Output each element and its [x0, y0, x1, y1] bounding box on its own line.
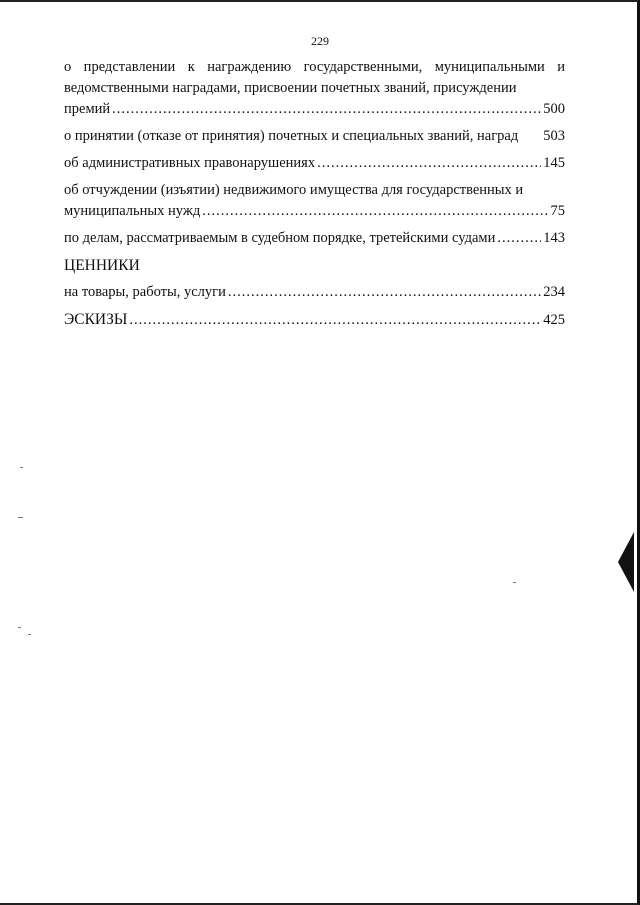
- scan-speck: [18, 627, 21, 628]
- dot-leader: [129, 310, 541, 331]
- index-entry-label: премий: [64, 101, 111, 117]
- dot-leader: [112, 99, 541, 120]
- index-entry-page: 75: [550, 203, 565, 219]
- index-entry: [64, 153, 565, 174]
- index-entry-line: [64, 99, 565, 120]
- section-heading: ЦЕННИКИ: [64, 257, 140, 274]
- index-entry-page: 503: [543, 128, 565, 144]
- index-entry-label: на товары, работы, услуги: [64, 284, 226, 300]
- dot-leader: [317, 153, 541, 174]
- scan-speck: [20, 467, 23, 468]
- index-entry-line: [64, 126, 565, 147]
- index-entry-label: по делам, рассматриваемым в судебном порядке, третейскими судами: [64, 230, 496, 246]
- index-entry-label: муниципальных нужд: [64, 203, 201, 219]
- dot-leader: [202, 201, 548, 222]
- index-entry-label: ЭСКИЗЫ: [64, 311, 128, 328]
- index-entry-line: [64, 153, 565, 174]
- index-entry: [64, 228, 565, 249]
- edge-tab-mark: [618, 532, 634, 592]
- index-entry-label: об административных правонарушениях: [64, 155, 316, 171]
- index-entry: [64, 282, 565, 303]
- index-entry: [64, 126, 565, 147]
- index-entry-page: 500: [543, 101, 565, 117]
- scan-speck: [18, 517, 23, 518]
- index-entry: [64, 180, 565, 222]
- index-entry-line: [64, 201, 565, 222]
- index-entry-label: о принятии (отказе от принятия) почетных и специальных званий, наград: [64, 128, 519, 144]
- scan-speck: [513, 582, 516, 583]
- page-number: 229: [311, 34, 329, 48]
- index-entry-page: 145: [543, 155, 565, 171]
- dot-leader: [497, 228, 541, 249]
- index-entry-text: о представлении к награждению государственными, муниципальными и ведомственными наградами, присвоении почетных званий, присуждении: [64, 59, 565, 96]
- index-content: [64, 57, 565, 337]
- index-entry-line: [64, 228, 565, 249]
- index-entry-page: 143: [543, 230, 565, 246]
- index-entry-line: [64, 282, 565, 303]
- scan-speck: [28, 634, 31, 635]
- dot-leader: [228, 282, 541, 303]
- index-entry-line: [64, 309, 565, 331]
- index-entry-page: 234: [543, 284, 565, 300]
- index-entry-text: об отчуждении (изъятии) недвижимого имущества для государственных и: [64, 182, 524, 198]
- index-entry: [64, 309, 565, 331]
- index-entry-page: 425: [543, 312, 565, 328]
- index-entry: [64, 57, 565, 120]
